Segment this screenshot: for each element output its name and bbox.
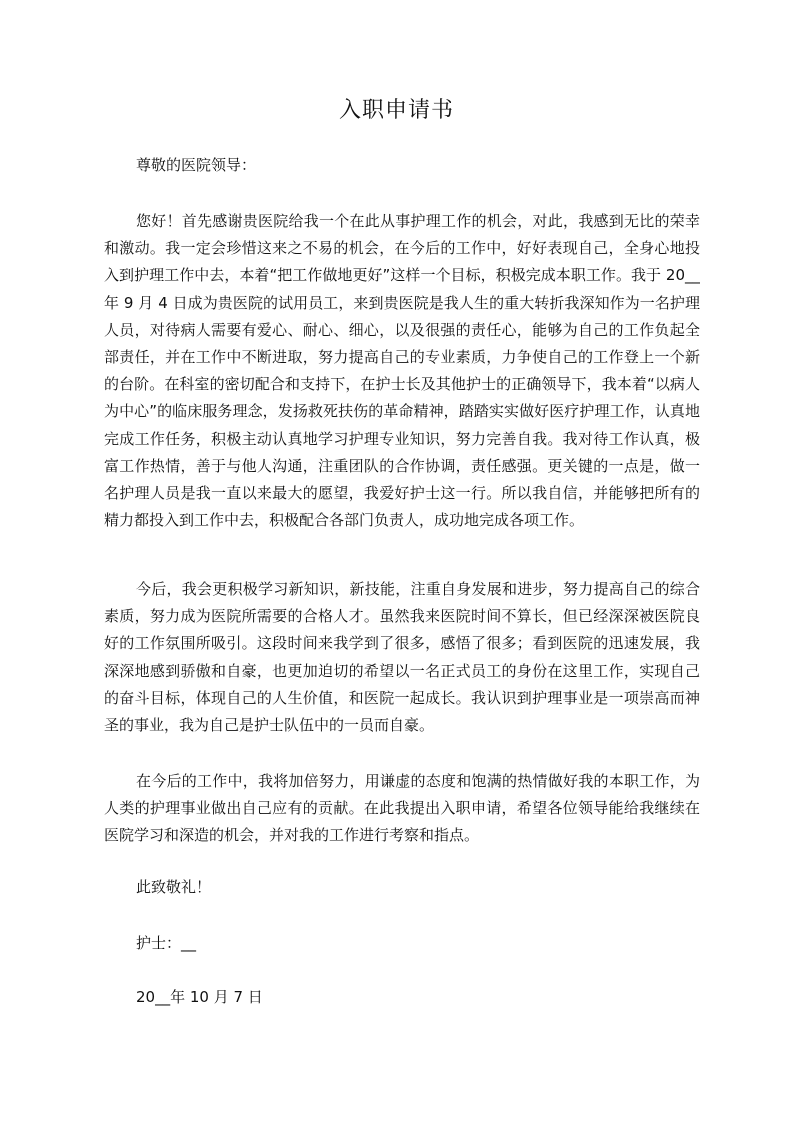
body-paragraph: 今后，我会更积极学习新知识，新技能，注重自身发展和进步，努力提高自己的综合素质，努力成为医院所需要的合格人才。虽然我来医院时间不算长，但已经深深被医院良好的工作氛围所吸引。这段时间来我学到了很多，感悟了很多；看到医院的迅速发展，我深深地感到骄傲和自豪，也更加迫切的希望以一名正式员工的身份在这里工作，实现自己的奋斗目标，体现自己的人生价值，和医院一起成长。我认识到护理事业是一项崇高而神圣的事业，我为自己是护士队伍中的一员而自豪。 <box>104 580 700 735</box>
date-line: 20__年 10 月 7 日 <box>136 988 263 1006</box>
document-title: 入职申请书 <box>338 98 454 123</box>
salutation: 尊敬的医院领导： <box>136 156 257 174</box>
body-paragraph: 在今后的工作中，我将加倍努力，用谦虚的态度和饱满的热情做好我的本职工作，为人类的护理事业做出自己应有的贡献。在此我提出入职申请，希望各位领导能给我继续在医院学习和深造的机会，并对我的工作进行考察和指点。 <box>104 772 700 845</box>
signature-line: 护士：__ <box>136 934 197 952</box>
body-paragraph: 您好！首先感谢贵医院给我一个在此从事护理工作的机会，对此，我感到无比的荣幸和激动。我一定会珍惜这来之不易的机会，在今后的工作中，好好表现自己，全身心地投入到护理工作中去，本着“把工作做地更好”这样一个目标，积极完成本职工作。我于 20__年 9 月 4 日成为贵医院的试用员工，来到贵医院是我人生的重大转折我深知作为一名护理人员，对待病人需要有爱心、耐心、细心，以及很强的责任心，能够为自己的工作负起全部责任，并在工作中不断进取，努力提高自己的专业素质，力争使自己的工作登上一个新的台阶。在科室的密切配合和支持下，在护士长及其他护士的正确领导下，我本着“以病人为中心”的临床服务理念，发扬救死扶伤的革命精神，踏踏实实做好医疗护理工作，认真地完成工作任务，积极主动认真地学习护理专业知识，努力完善自我。我对待工作认真，极富工作热情，善于与他人沟通，注重团队的合作协调，责任感强。更关键的一点是，做一名护理人员是我一直以来最大的愿望，我爱好护士这一行。所以我自信，并能够把所有的精力都投入到工作中去，积极配合各部门负责人，成功地完成各项工作。 <box>104 212 700 530</box>
closing-text: 此致敬礼！ <box>136 878 212 896</box>
